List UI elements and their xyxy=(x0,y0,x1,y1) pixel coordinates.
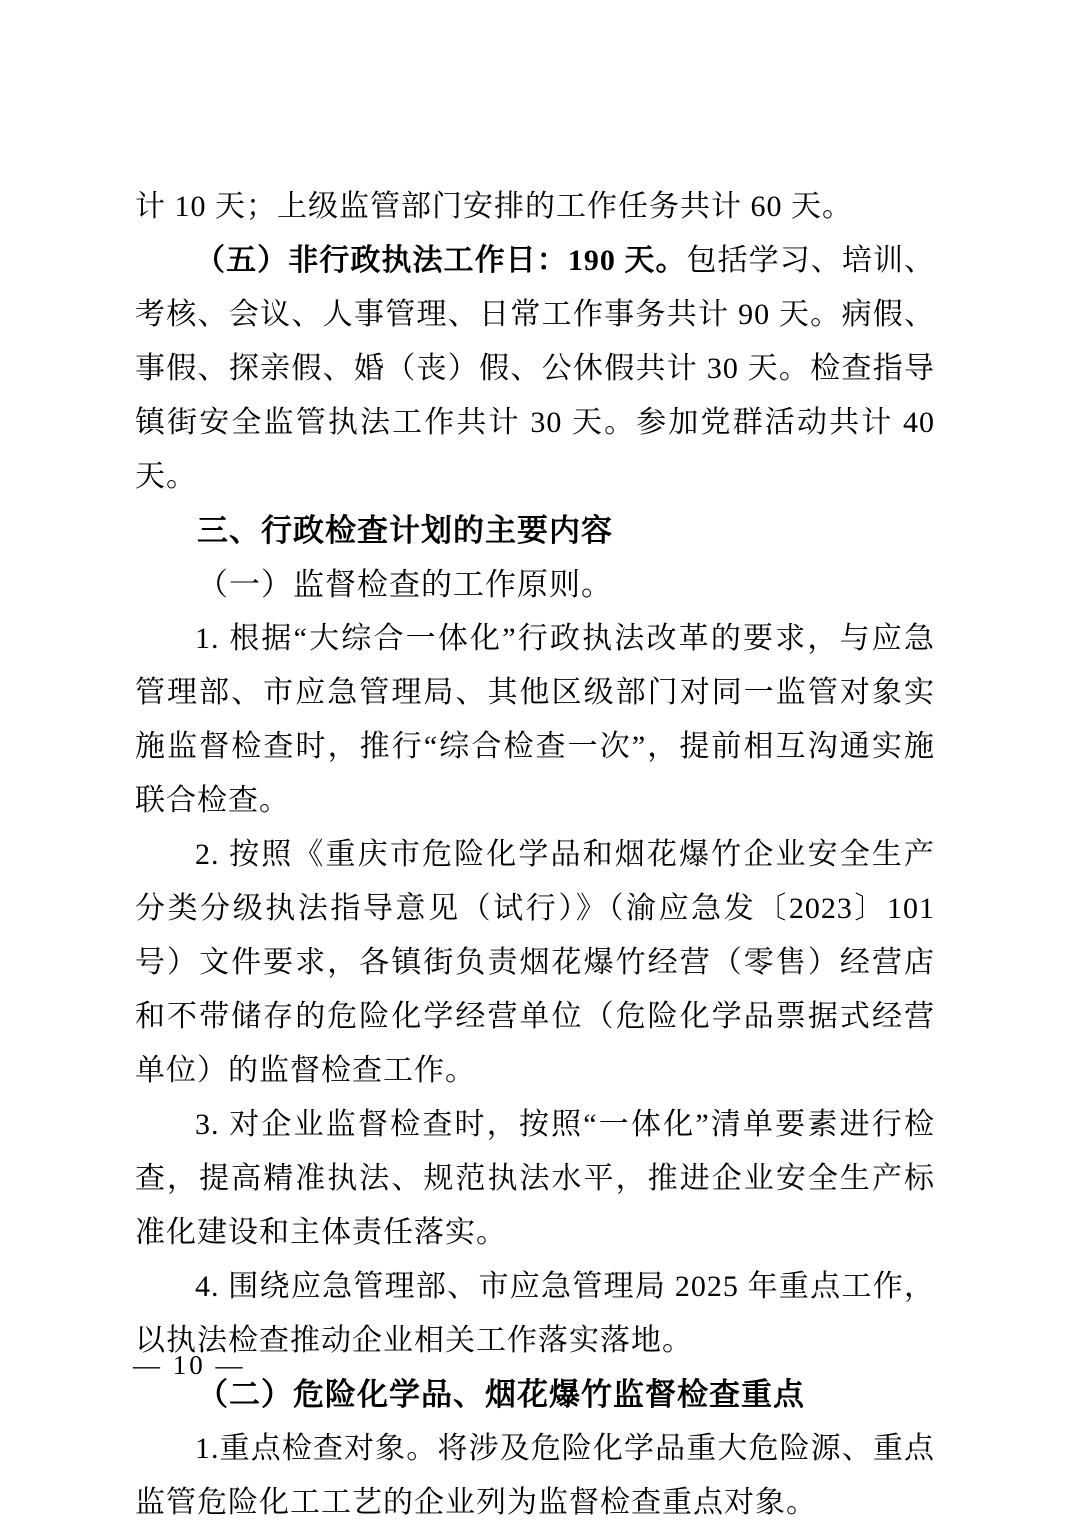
section-heading: （一）监督检查的工作原则。 xyxy=(197,567,613,602)
paragraph: 3. 对企业监督检查时，按照“一体化”清单要素进行检查，提高精准执法、规范执法水平，推进企业安全生产标准化建设和主体责任落实。 xyxy=(135,1108,935,1249)
paragraph: 4. 围绕应急管理部、市应急管理局 2025 年重点工作，以执法检查推动企业相关工作落实落地。 xyxy=(135,1270,935,1357)
paragraph: 1. 根据“大综合一体化”行政执法改革的要求，与应急管理部、市应急管理局、其他区级部门对同一监管对象实施监督检查时，推行“综合检查一次”，提前相互沟通实施联合检查。 xyxy=(135,622,935,817)
section-heading: 三、行政检查计划的主要内容 xyxy=(197,513,613,548)
section-heading: （二）危险化学品、烟花爆竹监督检查重点 xyxy=(197,1377,805,1412)
document-body xyxy=(135,180,935,1520)
paragraph: （五）非行政执法工作日：190 天。包括学习、培训、考核、会议、人事管理、日常工作事务共计 90 天。病假、事假、探亲假、婚（丧）假、公休假共计 30 天。检查指导镇街安全监管执法工作共计 30 天。参加党群活动共计 40 天。 xyxy=(135,244,936,493)
paragraph: 2. 按照《重庆市危险化学品和烟花爆竹企业安全生产分类分级执法指导意见（试行）》（渝应急发〔2023〕101 号）文件要求，各镇街负责烟花爆竹经营（零售）经营店和不带储存的危险化学经营单位（危险化学品票据式经营单位）的监督检查工作。 xyxy=(135,838,935,1087)
paragraph: 1.重点检查对象。将涉及危险化学品重大危险源、重点监管危险化工工艺的企业列为监督检查重点对象。 xyxy=(135,1432,935,1519)
paragraph: 计 10 天；上级监管部门安排的工作任务共计 60 天。 xyxy=(135,190,853,223)
page-number: — 10 — xyxy=(133,1350,246,1380)
paragraph-lead: （五）非行政执法工作日：190 天。 xyxy=(195,244,687,277)
